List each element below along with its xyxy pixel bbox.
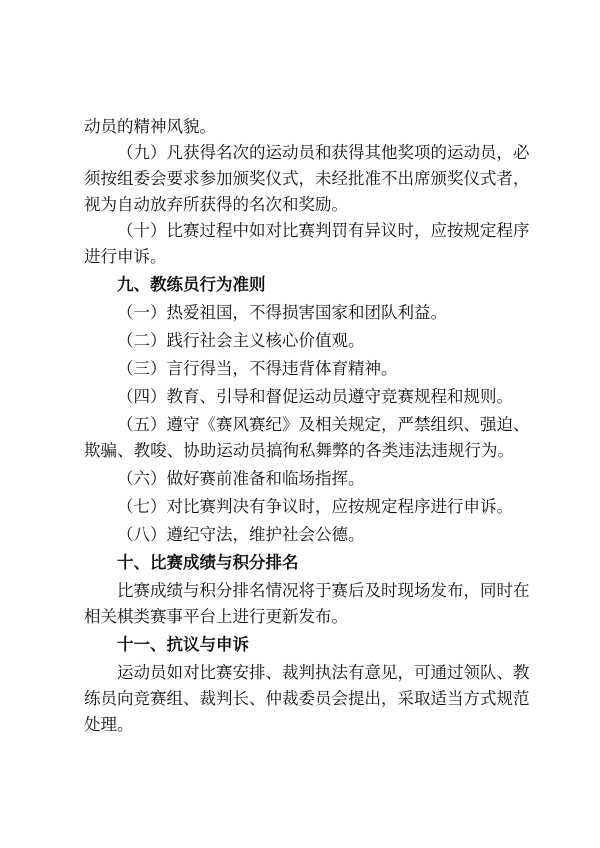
text-line: 练员向竞赛组、裁判长、仲裁委员会提出，采取适当方式规范 [84,689,530,708]
text-line: （一）热爱祖国，不得损害国家和团队利益。 [117,303,447,322]
text-line: 动员的精神风貌。 [84,117,216,136]
text-line: （三）言行得当，不得违背体育精神。 [117,359,398,378]
text-line: 比赛成绩与积分排名情况将于赛后及时现场发布，同时在 [117,581,530,600]
text-line: （七）对比赛判决有争议时，应按规定程序进行申诉。 [117,497,513,516]
text-line: 须按组委会要求参加颁奖仪式，未经批准不出席颁奖仪式者， [84,169,530,188]
text-line: （四）教育、引导和督促运动员遵守竞赛规程和规则。 [117,387,513,406]
text-line: （九）凡获得名次的运动员和获得其他奖项的运动员，必 [117,143,530,162]
section-heading: 九、教练员行为准则 [117,275,266,294]
text-line: （二）践行社会主义核心价值观。 [117,331,365,350]
text-line: （十）比赛过程中如对比赛判罚有异议时，应按规定程序 [117,221,530,240]
section-heading: 十一、抗议与申诉 [117,635,249,654]
text-line: （五）遵守《赛风赛纪》及相关规定，严禁组织、强迫、 [117,415,530,434]
text-line: 欺骗、教唆、协助运动员搞徇私舞弊的各类违法违规行为。 [84,441,514,460]
text-line: 相关棋类赛事平台上进行更新发布。 [84,607,348,626]
text-line: 运动员如对比赛安排、裁判执法有意见，可通过领队、教 [117,663,530,682]
text-line: 视为自动放弃所获得的名次和奖励。 [84,195,348,214]
text-line: 处理。 [84,715,134,734]
text-line: 进行申诉。 [84,247,167,266]
text-line: （八）遵纪守法，维护社会公德。 [117,525,365,544]
section-heading: 十、比赛成绩与积分排名 [117,553,299,572]
text-line: （六）做好赛前准备和临场指挥。 [117,469,365,488]
